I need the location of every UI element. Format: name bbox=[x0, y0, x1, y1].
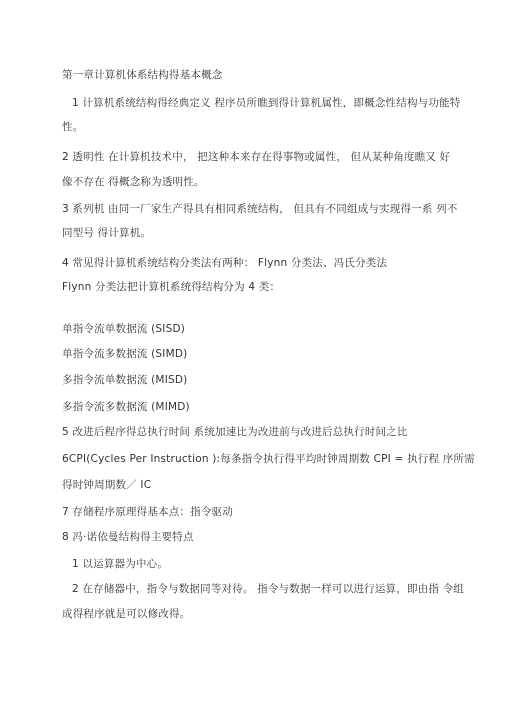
paragraph-line: 得时钟周期数／ IC bbox=[62, 479, 152, 491]
list-item: 多指令流单数据流 (MISD) bbox=[62, 374, 188, 386]
section-heading: 8 冯·诺依曼结构得主要特点 bbox=[62, 531, 194, 543]
list-item: 单指令流多数据流 (SIMD) bbox=[62, 348, 188, 360]
paragraph-line: 像不存在 得概念称为透明性。 bbox=[62, 176, 205, 188]
paragraph-line: 1 计算机系统结构得经典定义 程序员所瞧到得计算机属性，即概念性结构与功能特 bbox=[72, 97, 461, 109]
paragraph-line: 2 透明性 在计算机技术中， 把这种本来存在得事物或属性， 但从某种角度瞧又 好 bbox=[62, 151, 451, 163]
paragraph-line: 4 常见得计算机系统结构分类法有两种： Flynn 分类法、冯氏分类法 bbox=[62, 257, 388, 269]
paragraph-line: 成得程序就是可以修改得。 bbox=[62, 608, 191, 620]
paragraph-line: 同型号 得计算机。 bbox=[62, 227, 152, 239]
paragraph-line: 2 在存储器中，指令与数据同等对待。 指令与数据一样可以进行运算，即由指 令组 bbox=[72, 583, 464, 595]
paragraph-line: 7 存储程序原理得基本点：指令驱动 bbox=[62, 506, 233, 518]
paragraph-line: 5 改进后程序得总执行时间 系统加速比为改进前与改进后总执行时间之比 bbox=[62, 426, 408, 438]
chapter-title: 第一章计算机体系结构得基本概念 bbox=[62, 69, 223, 81]
paragraph-line: 1 以运算器为中心。 bbox=[72, 558, 169, 570]
paragraph-line: 3 系列机 由同一厂家生产得具有相同系统结构， 但具有不同组成与实现得一系 列不 bbox=[62, 203, 458, 215]
paragraph-line: 性。 bbox=[62, 121, 84, 133]
paragraph-line: 6CPI(Cycles Per Instruction ):每条指令执行得平均时钟周期数 CPI = 执行程 序所需 bbox=[62, 453, 475, 465]
list-item: 多指令流多数据流 (MIMD) bbox=[62, 401, 190, 413]
paragraph-line: Flynn 分类法把计算机系统得结构分为 4 类： bbox=[62, 281, 281, 293]
list-item: 单指令流单数据流 (SISD) bbox=[62, 323, 186, 335]
